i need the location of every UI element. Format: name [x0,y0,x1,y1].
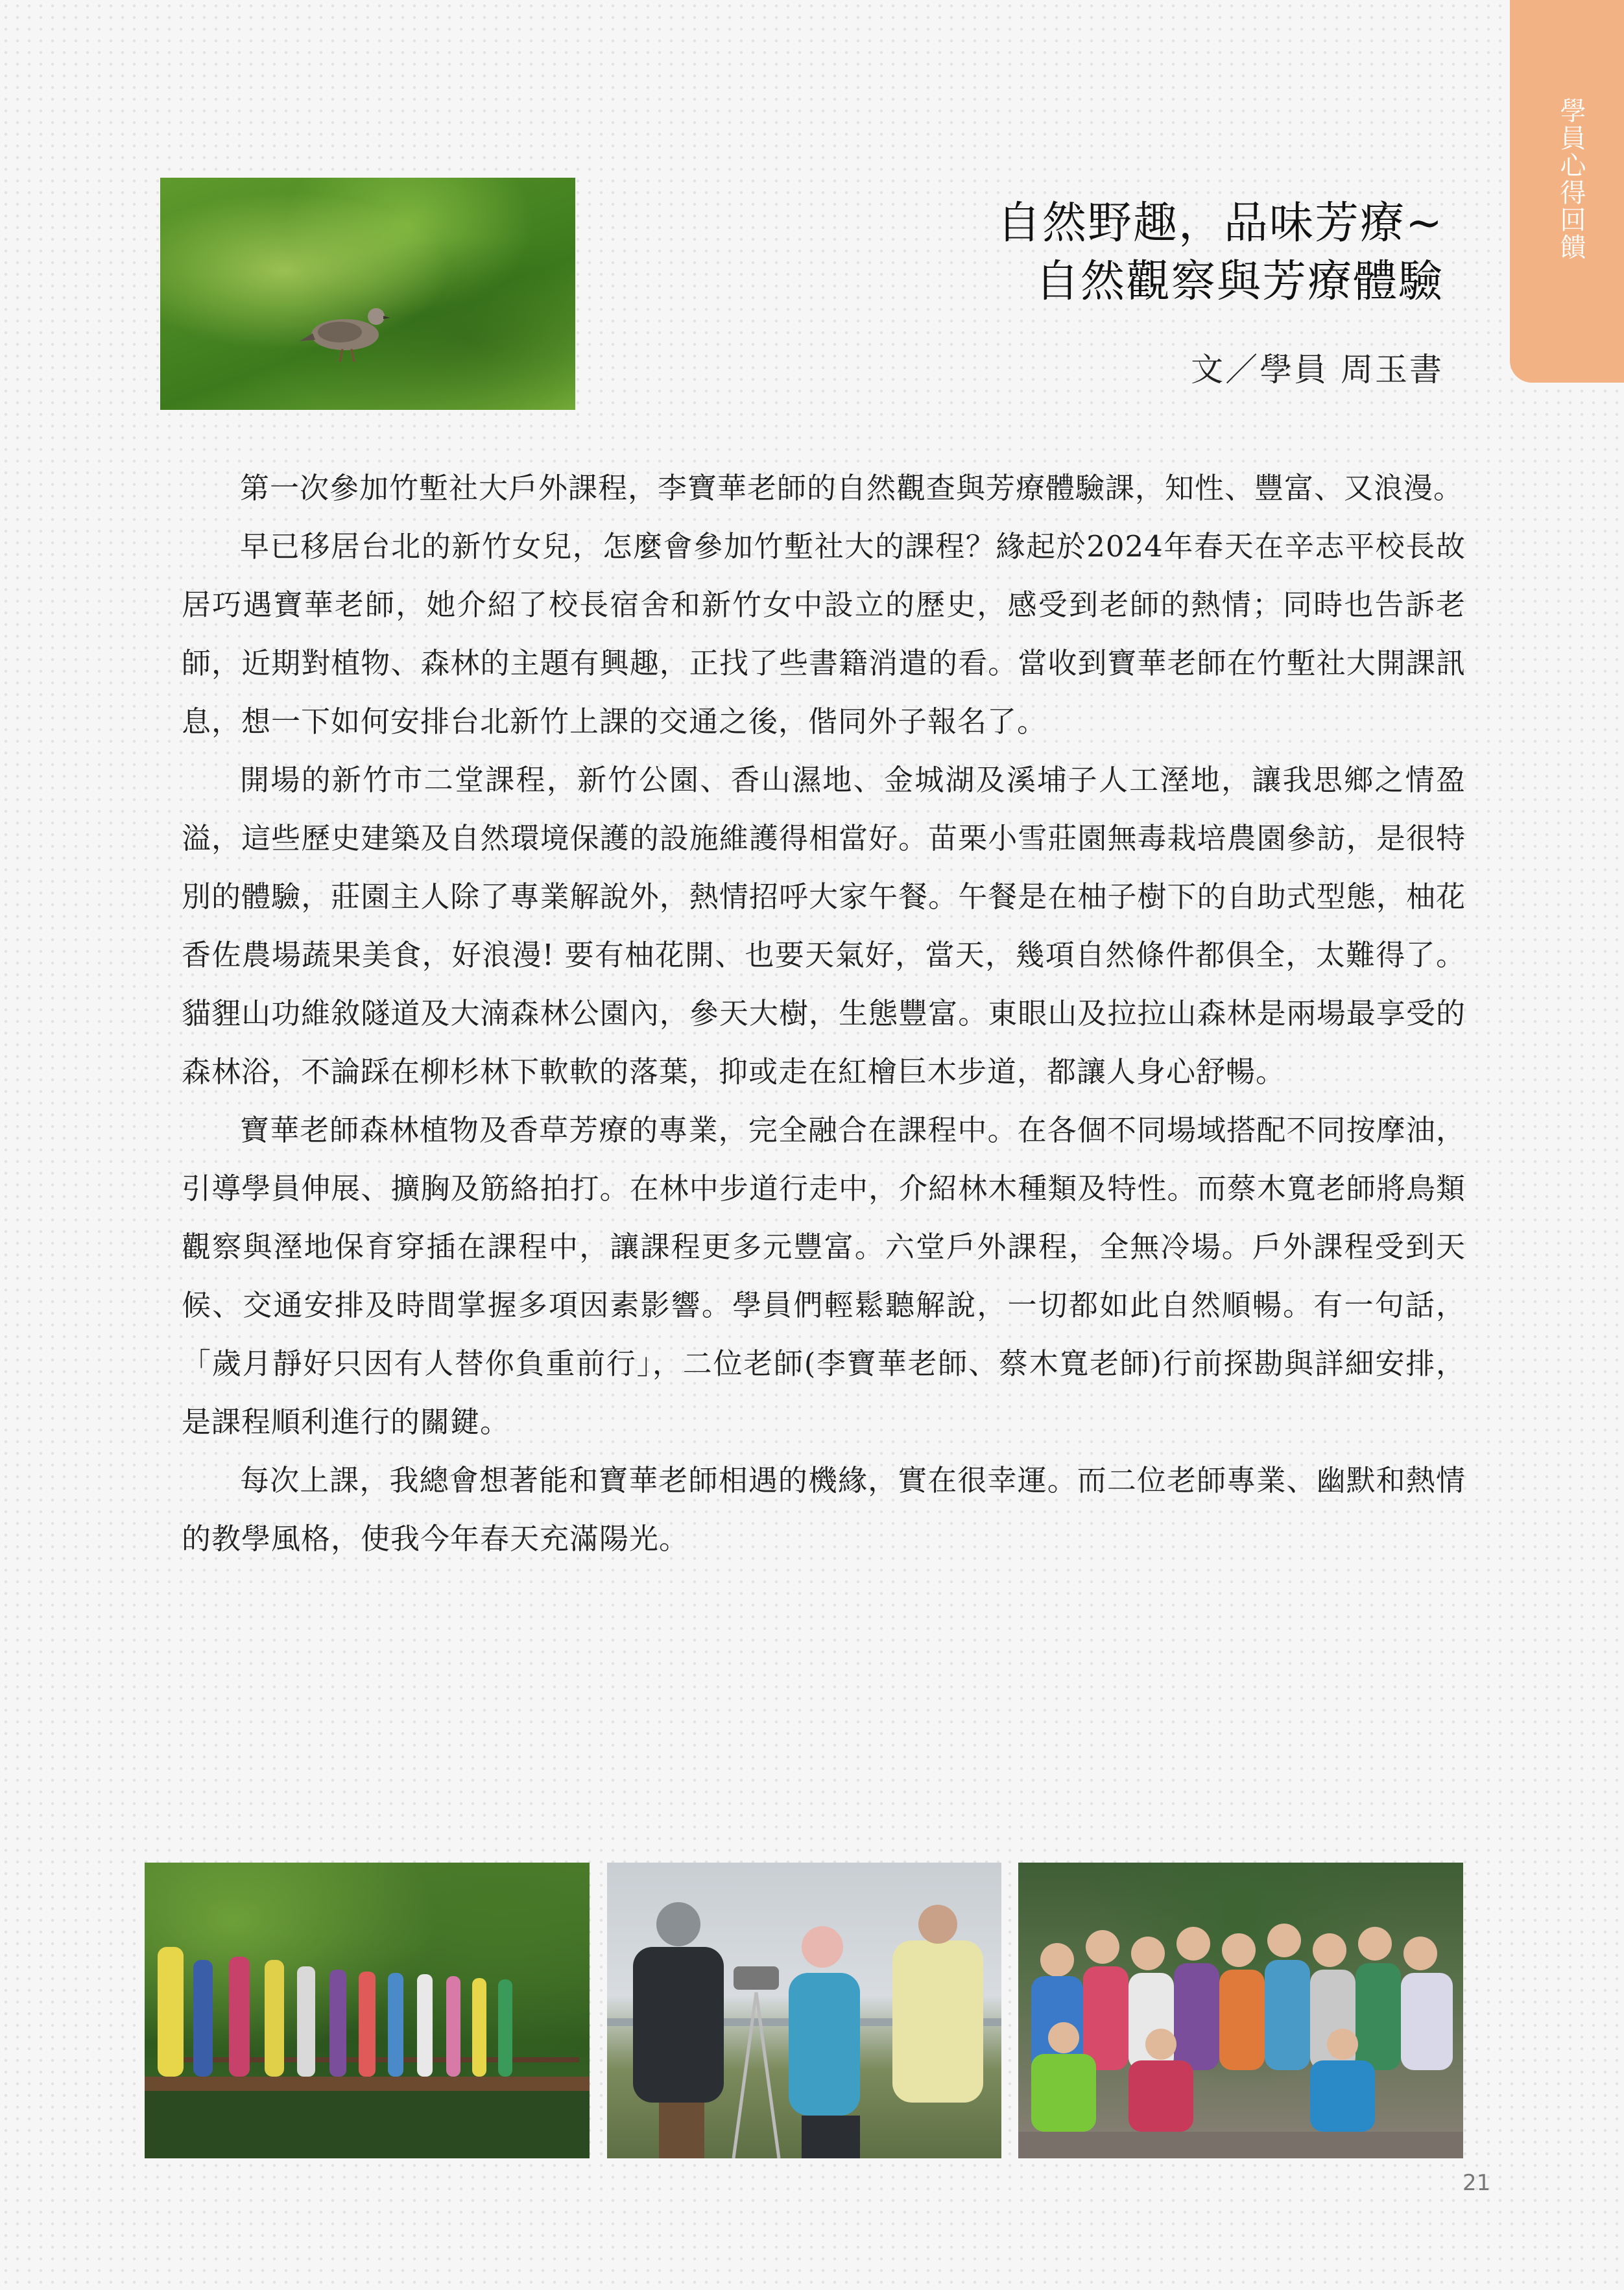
article-body [182,459,1466,1568]
group-pose-figures [1018,1863,1463,2158]
title-line-2: 自然觀察與芳療體驗 [1034,256,1444,307]
section-tab-label: 學員心得回饋 [1556,97,1586,261]
title-line-1: 自然野趣，品味芳療~ [997,198,1444,249]
group-pose-photo [1018,1863,1463,2158]
paragraph-2: 早已移居台北的新竹女兒，怎麼會參加竹塹社大的課程？緣起於2024年春天在辛志平校長故居巧遇寶華老師，她介紹了校長宿舍和新竹女中設立的歷史，感受到老師的熱情；同時也告訴老師，近期對植物、森林的主題有興趣，正找了些書籍消遣的看。當收到寶華老師在竹塹社大開課訊息，想一下如何安排台北新竹上課的交通之後，偕同外子報名了。 [182,529,1466,739]
paragraph-3: 開場的新竹市二堂課程，新竹公園、香山濕地、金城湖及溪埔子人工溼地，讓我思鄉之情盈溢，這些歷史建築及自然環境保護的設施維護得相當好。苗栗小雪莊園無毒栽培農園參訪，是很特別的體驗，莊園主人除了專業解說外，熱情招呼大家午餐。午餐是在柚子樹下的自助式型態，柚花香佐農場蔬果美食，好浪漫! 要有柚花開、也要天氣好，當天，幾項自然條件都俱全，太難得了。貓貍山功維敘隧道及大湳森林公園內，參天大樹，生態豐富。東眼山及拉拉山森林是兩場最享受的森林浴，不論踩在柳杉林下軟軟的落葉，抑或走在紅檜巨木步道，都讓人身心舒暢。 [182,763,1466,1089]
page-number: 21 [1463,2170,1491,2196]
article-title [997,195,1444,311]
paragraph-1: 第一次參加竹塹社大戶外課程，李寶華老師的自然觀查與芳療體驗課，知性、豐富、又浪漫。 [240,471,1464,505]
forest-bridge-group-photo [145,1863,590,2158]
author-byline: 文／學員 周玉書 [1191,351,1444,388]
bird-on-grass-photo [160,178,575,410]
birdwatching-photo [607,1863,1001,2158]
paragraph-4: 寶華老師森林植物及香草芳療的專業，完全融合在課程中。在各個不同場域搭配不同按摩油，引導學員伸展、擴胸及筋絡拍打。在林中步道行走中，介紹林木種類及特性。而蔡木寬老師將鳥類觀察與溼地保育穿插在課程中，讓課程更多元豐富。六堂戶外課程，全無冷場。戶外課程受到天候、交通安排及時間掌握多項因素影響。學員們輕鬆聽解說，一切都如此自然順暢。有一句話，「歲月靜好只因有人替你負重前行」，二位老師(李寶華老師、蔡木寬老師)行前探勘與詳細安排，是課程順利進行的關鍵。 [182,1113,1466,1439]
bird-figure [300,294,397,366]
birdwatching-figures [607,1863,1001,2158]
paragraph-5: 每次上課，我總會想著能和寶華老師相遇的機緣，實在很幸運。而二位老師專業、幽默和熱情的教學風格，使我今年春天充滿陽光。 [182,1463,1466,1556]
forest-bridge-figures [145,1863,590,2158]
